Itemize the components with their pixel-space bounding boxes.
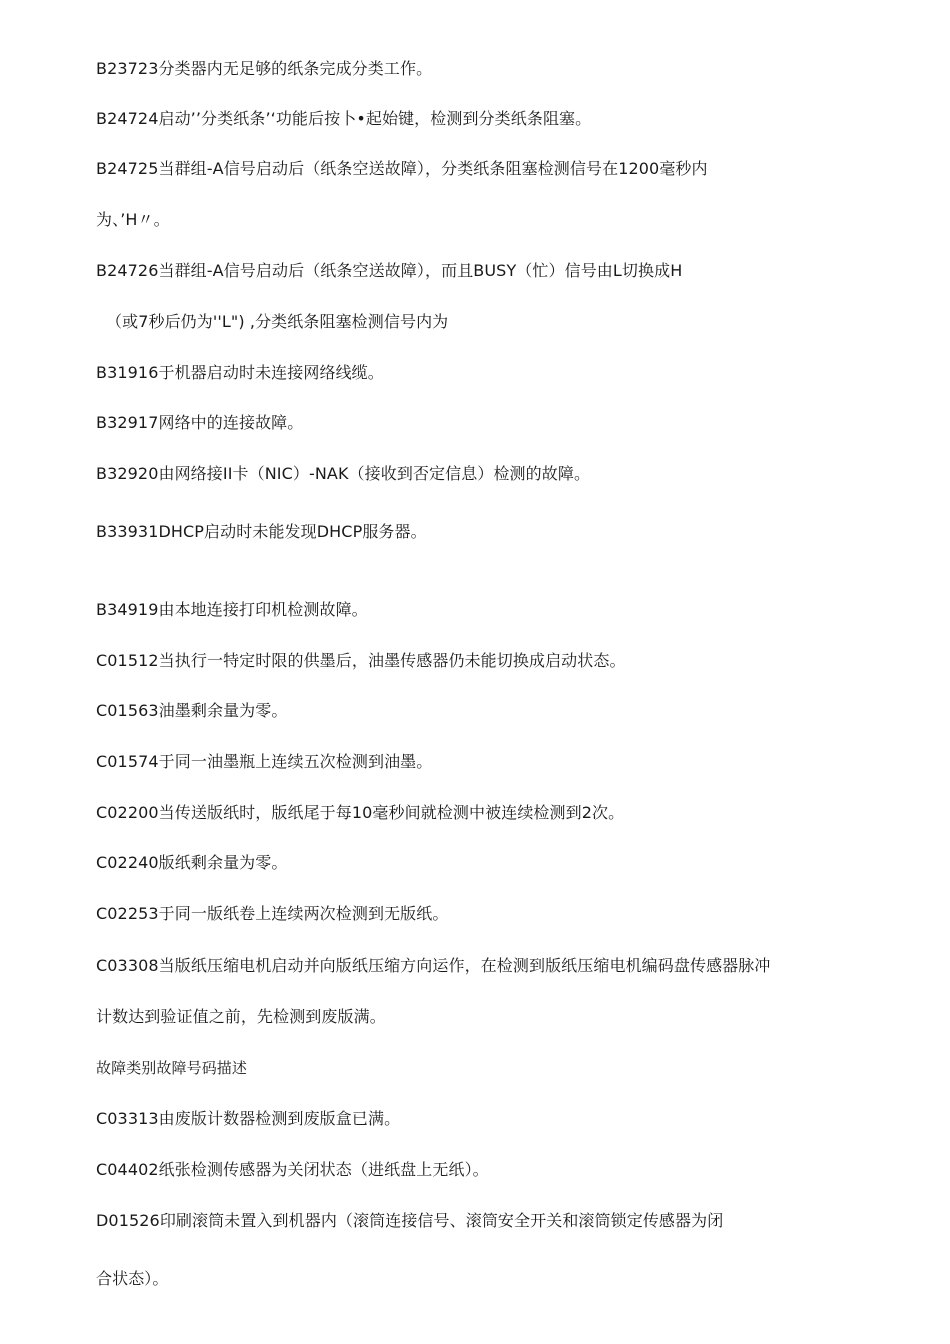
text-line: C01563油墨剩余量为零。 (96, 701, 288, 720)
text-line: B32917网络中的连接故障。 (96, 413, 304, 432)
text-line: C02240版纸剩余量为零。 (96, 853, 288, 872)
text-line: B34919由本地连接打印机检测故障。 (96, 600, 368, 619)
text-line: C04402纸张检测传感器为关闭状态（进纸盘上无纸）。 (96, 1160, 489, 1179)
text-line: D01526印刷滚筒未置入到机器内（滚筒连接信号、滚筒安全开关和滚筒锁定传感器为闭 (96, 1211, 724, 1230)
text-line: C02200当传送版纸时，版纸尾于每10毫秒间就检测中被连续检测到2次。 (96, 803, 625, 822)
text-line: C03313由废版计数器检测到废版盒已满。 (96, 1109, 401, 1128)
text-line: B32920由网络接II卡（NIC）-NAK（接收到否定信息）检测的故障。 (96, 464, 591, 483)
text-line: C01574于同一油墨瓶上连续五次检测到油墨。 (96, 752, 433, 771)
text-line: 合状态）。 (96, 1269, 169, 1288)
text-line: （或7秒后仍为''L") ,分类纸条阻塞检测信号内为 (106, 312, 449, 331)
text-line: B31916于机器启动时未连接网络线缆。 (96, 363, 384, 382)
text-line: C01512当执行一特定时限的供墨后，油墨传感器仍未能切换成启动状态。 (96, 651, 626, 670)
text-line: C03308当版纸压缩电机启动并向版纸压缩方向运作，在检测到版纸压缩电机编码盘传感器脉冲 (96, 956, 771, 975)
text-line: C02253于同一版纸卷上连续两次检测到无版纸。 (96, 904, 449, 923)
text-line: B33931DHCP启动时未能发现DHCP服务器。 (96, 522, 427, 541)
section-heading: 故障类别故障号码描述 (96, 1059, 248, 1077)
text-line: 计数达到验证值之前，先检测到废版满。 (96, 1007, 386, 1026)
text-line: B24726当群组-A信号启动后（纸条空送故障），而且BUSY（忙）信号由L切换成H (96, 261, 683, 280)
text-line: 为、’H〃。 (96, 210, 170, 229)
text-line: B24724启动’’分类纸条’‘功能后按卜•起始键，检测到分类纸条阻塞。 (96, 109, 592, 128)
text-line: B23723分类器内无足够的纸条完成分类工作。 (96, 59, 433, 78)
text-line: B24725当群组-A信号启动后（纸条空送故障），分类纸条阻塞检测信号在1200毫秒内 (96, 159, 708, 178)
